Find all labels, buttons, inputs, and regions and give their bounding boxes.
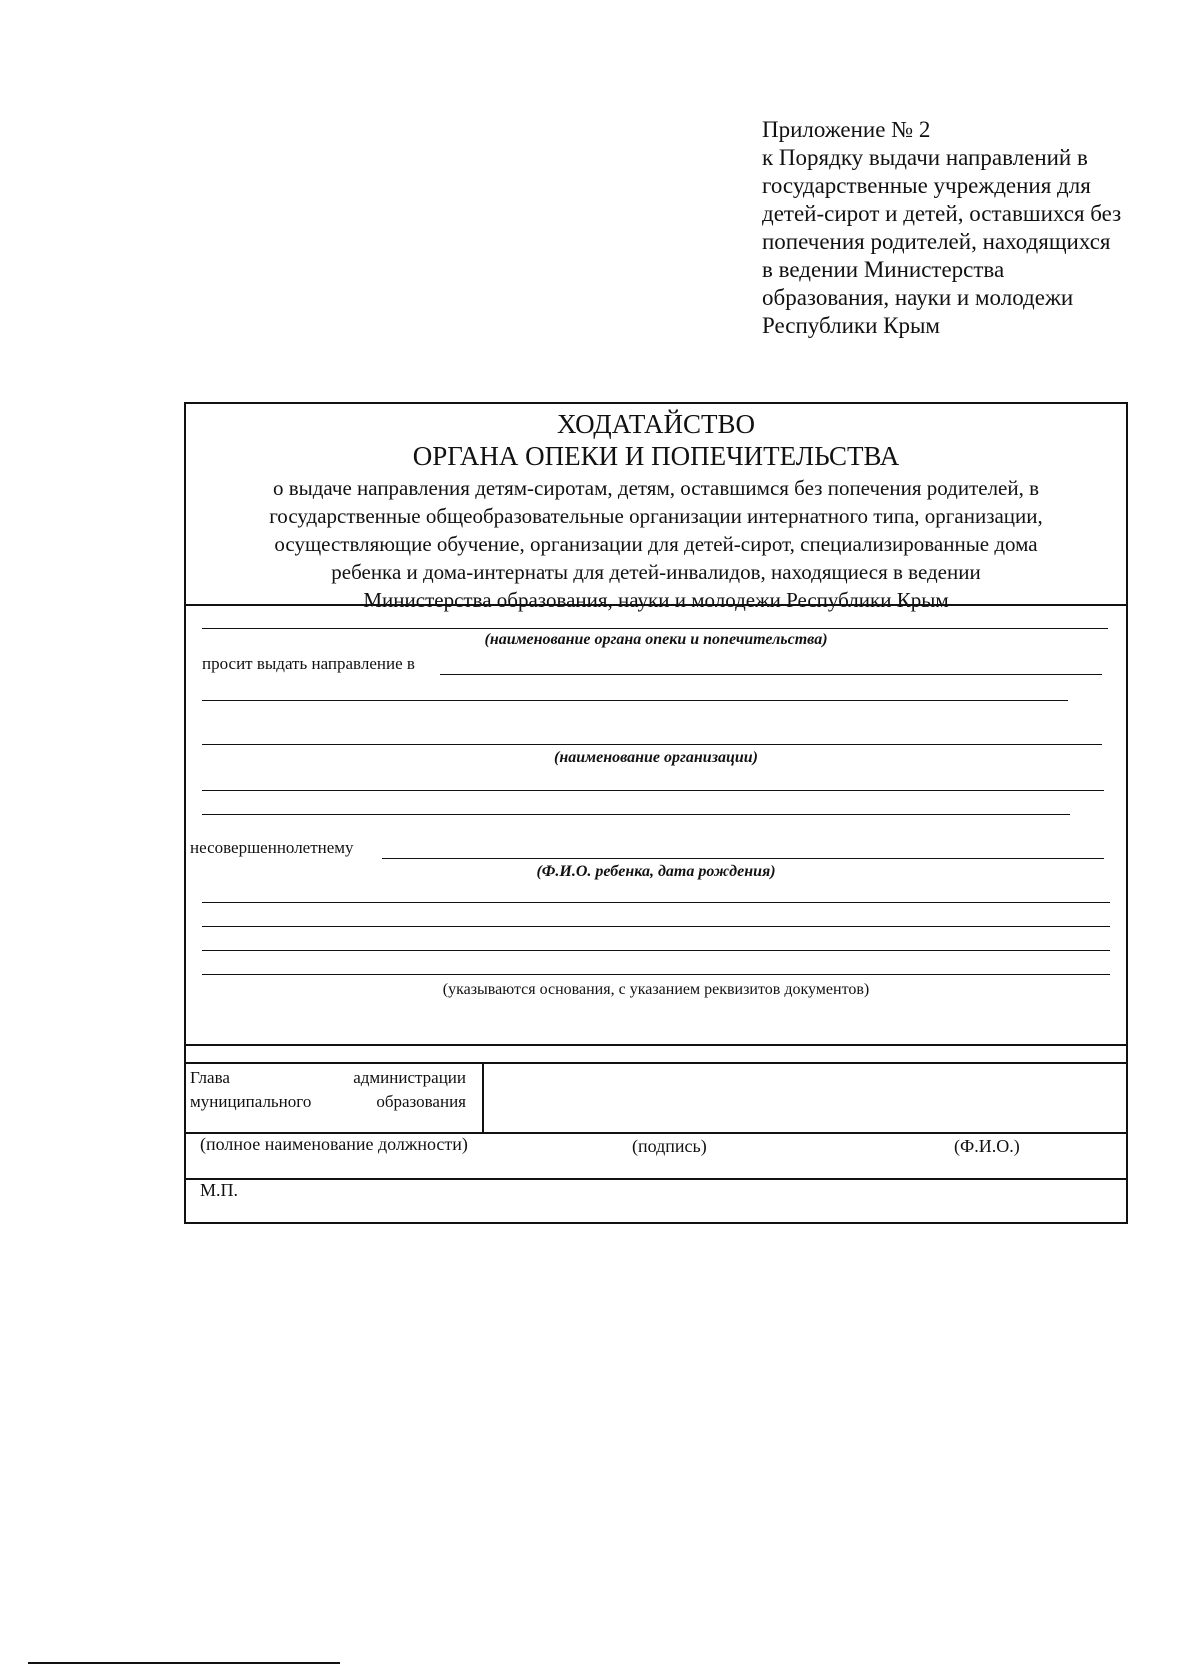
form-subtitle (192, 474, 1120, 614)
position-caption: (полное наименование должности) (200, 1134, 468, 1154)
position-word: образования (376, 1092, 466, 1111)
annex-line: детей-сирот и детей, оставшихся без (762, 201, 1122, 226)
organization-field-line[interactable] (202, 700, 1068, 701)
section-divider (186, 1044, 1126, 1046)
subtitle-line: Министерства образования, науки и молодежи Республики Крым (363, 588, 949, 612)
signature-caption: (подпись) (632, 1136, 707, 1156)
organization-extra-line[interactable] (202, 790, 1104, 791)
annex-line: государственные учреждения для (762, 173, 1091, 198)
form-title-authority: ОРГАНА ОПЕКИ И ПОПЕЧИТЕЛЬСТВА (412, 441, 900, 471)
grounds-field-line[interactable] (202, 974, 1110, 975)
grounds-field-line[interactable] (202, 950, 1110, 951)
grounds-field-line[interactable] (202, 902, 1110, 903)
subtitle-line: осуществляющие обучение, организации для детей-сирот, специализированные дома (274, 532, 1038, 556)
signature-field[interactable] (486, 1066, 1122, 1128)
position-cell (190, 1066, 466, 1114)
signature-table-top (186, 1062, 1126, 1064)
subtitle-line: государственные общеобразовательные организации интернатного типа, организации, (269, 504, 1043, 528)
request-label: просит выдать направление в (202, 654, 415, 673)
grounds-caption: (указываются основания, с указанием реквизитов документов) (442, 981, 870, 998)
name-caption: (Ф.И.О.) (954, 1136, 1020, 1156)
cell-divider (482, 1062, 484, 1132)
grounds-field-line[interactable] (202, 926, 1110, 927)
form-title: ХОДАТАЙСТВО (557, 409, 755, 439)
annex-line: к Порядку выдачи направлений в (762, 145, 1088, 170)
annex-header (762, 116, 1182, 340)
petition-form (184, 402, 1128, 1224)
organization-field[interactable] (440, 674, 1102, 675)
organization-field-line[interactable] (202, 744, 1102, 745)
organization-caption: (наименование организации) (554, 749, 758, 766)
guardianship-name-field[interactable] (202, 628, 1108, 629)
annex-line: Приложение № 2 (762, 117, 931, 142)
child-caption: (Ф.И.О. ребенка, дата рождения) (536, 863, 776, 880)
section-divider (186, 604, 1126, 606)
annex-line: образования, науки и молодежи (762, 285, 1074, 310)
annex-line: в ведении Министерства (762, 257, 1005, 282)
position-word: администрации (353, 1068, 466, 1087)
subtitle-line: о выдаче направления детям-сиротам, детям, оставшимся без попечения родителей, в (272, 476, 1040, 500)
guardianship-caption: (наименование органа опеки и попечительства) (484, 631, 828, 648)
footnote-rule (28, 1662, 340, 1664)
annex-line: попечения родителей, находящихся (762, 229, 1111, 254)
stamp-label: М.П. (200, 1180, 239, 1200)
minor-label: несовершеннолетнему (190, 838, 354, 857)
row-divider (186, 1178, 1126, 1180)
annex-line: Республики Крым (762, 313, 940, 338)
position-word: муниципального (190, 1092, 312, 1111)
organization-extra-line[interactable] (202, 814, 1070, 815)
position-word: Глава (190, 1068, 230, 1087)
child-name-field[interactable] (382, 858, 1104, 859)
subtitle-line: ребенка и дома-интернаты для детей-инвалидов, находящиеся в ведении (331, 560, 981, 584)
